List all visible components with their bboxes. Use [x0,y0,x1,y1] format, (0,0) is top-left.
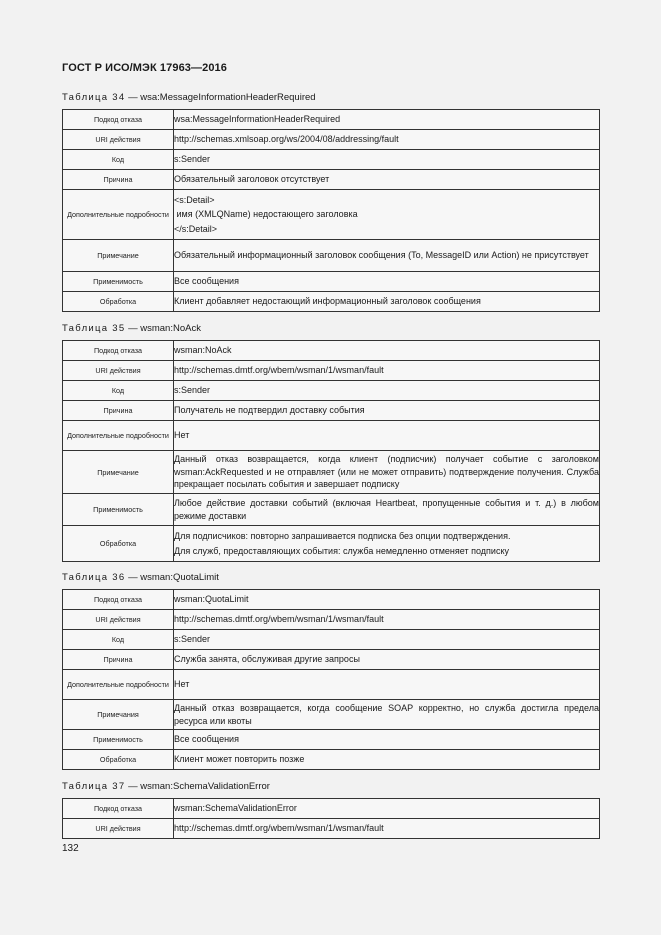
row-label: Дополнительные подробности [63,190,174,240]
row-value: Получатель не подтвердил доставку события [174,401,600,421]
row-label: Применимость [63,494,174,526]
row-label: Дополнительные подробности [63,421,174,451]
table-row [63,650,600,670]
row-value: Все сообщения [174,730,600,750]
row-label: Код [63,381,174,401]
table-row [63,381,600,401]
row-value: s:Sender [174,150,600,170]
row-label: Примечание [63,240,174,272]
row-label: URI действия [63,361,174,381]
table-row [63,610,600,630]
row-label: Код [63,150,174,170]
row-label: Причина [63,170,174,190]
row-label: Примечания [63,700,174,730]
table-caption: Таблица 34 — wsa:MessageInformationHeaderRequired [62,92,316,103]
row-value: http://schemas.dmtf.org/wbem/wsman/1/wsman/fault [174,819,600,839]
row-value: Данный отказ возвращается, когда сообщение SOAP корректно, но служба достигла предела ресурса или квоты [174,700,600,730]
row-label: URI действия [63,819,174,839]
table-36 [62,571,600,770]
table-row [63,110,600,130]
table-row [63,526,600,562]
row-value: Нет [174,421,600,451]
table-row [63,401,600,421]
table-row [63,494,600,526]
table-35 [62,322,600,562]
table-row [63,590,600,610]
page-number: 132 [62,843,79,854]
row-value: Данный отказ возвращается, когда клиент (подписчик) получает событие с заголовком wsman:AckRequested и не отправляет (или не может отправить) подтверждение получения. Служба прекращает посылать события и завершает подписку [174,451,600,494]
row-value: Клиент добавляет недостающий информационный заголовок сообщения [174,292,600,312]
table-row [63,130,600,150]
row-value: wsa:MessageInformationHeaderRequired [174,110,600,130]
row-label: Подкод отказа [63,341,174,361]
row-label: Подкод отказа [63,110,174,130]
table-row [63,150,600,170]
row-value: http://schemas.dmtf.org/wbem/wsman/1/wsman/fault [174,361,600,381]
table-row [63,341,600,361]
row-value: http://schemas.xmlsoap.org/ws/2004/08/addressing/fault [174,130,600,150]
table-row [63,630,600,650]
table-row [63,190,600,240]
row-value: s:Sender [174,381,600,401]
table-34 [62,91,600,312]
row-value: Клиент может повторить позже [174,750,600,770]
table-row [63,819,600,839]
table-row [63,799,600,819]
row-value: <s:Detail> имя (XMLQName) недостающего заголовка </s:Detail> [174,190,600,240]
row-value: wsman:NoAck [174,341,600,361]
table-row [63,170,600,190]
table-row [63,670,600,700]
row-label: Причина [63,650,174,670]
table-caption: Таблица 35 — wsman:NoAck [62,323,201,334]
row-label: Обработка [63,526,174,562]
table-row [63,292,600,312]
row-label: Дополнительные подробности [63,670,174,700]
table-caption: Таблица 36 — wsman:QuotaLimit [62,572,219,583]
row-label: URI действия [63,610,174,630]
table-caption: Таблица 37 — wsman:SchemaValidationError [62,781,270,792]
row-value: http://schemas.dmtf.org/wbem/wsman/1/wsman/fault [174,610,600,630]
row-label: Примечание [63,451,174,494]
row-label: URI действия [63,130,174,150]
row-label: Подкод отказа [63,590,174,610]
row-value: Обязательный заголовок отсутствует [174,170,600,190]
row-value: s:Sender [174,630,600,650]
table-row [63,240,600,272]
row-value: Для подписчиков: повторно запрашивается подписка без опции подтверждения. Для служб, предоставляющих события: служба немедленно отменяет подписку [174,526,600,562]
table-row [63,361,600,381]
row-value: wsman:QuotaLimit [174,590,600,610]
row-value: Обязательный информационный заголовок сообщения (To, MessageID или Action) не присутствует [174,240,600,272]
table-row [63,750,600,770]
table-row [63,730,600,750]
table-37 [62,780,600,839]
row-value: Нет [174,670,600,700]
row-label: Применимость [63,272,174,292]
row-label: Обработка [63,750,174,770]
table-row [63,272,600,292]
table-row [63,451,600,494]
table-row [63,700,600,730]
row-value: Любое действие доставки событий (включая Heartbeat, пропущенные события и т. д.) в любом режиме доставки [174,494,600,526]
row-value: wsman:SchemaValidationError [174,799,600,819]
row-label: Код [63,630,174,650]
row-label: Подкод отказа [63,799,174,819]
row-label: Обработка [63,292,174,312]
row-label: Применимость [63,730,174,750]
row-label: Причина [63,401,174,421]
row-value: Служба занята, обслуживая другие запросы [174,650,600,670]
row-value: Все сообщения [174,272,600,292]
document-header: ГОСТ Р ИСО/МЭК 17963—2016 [62,62,227,74]
table-row [63,421,600,451]
